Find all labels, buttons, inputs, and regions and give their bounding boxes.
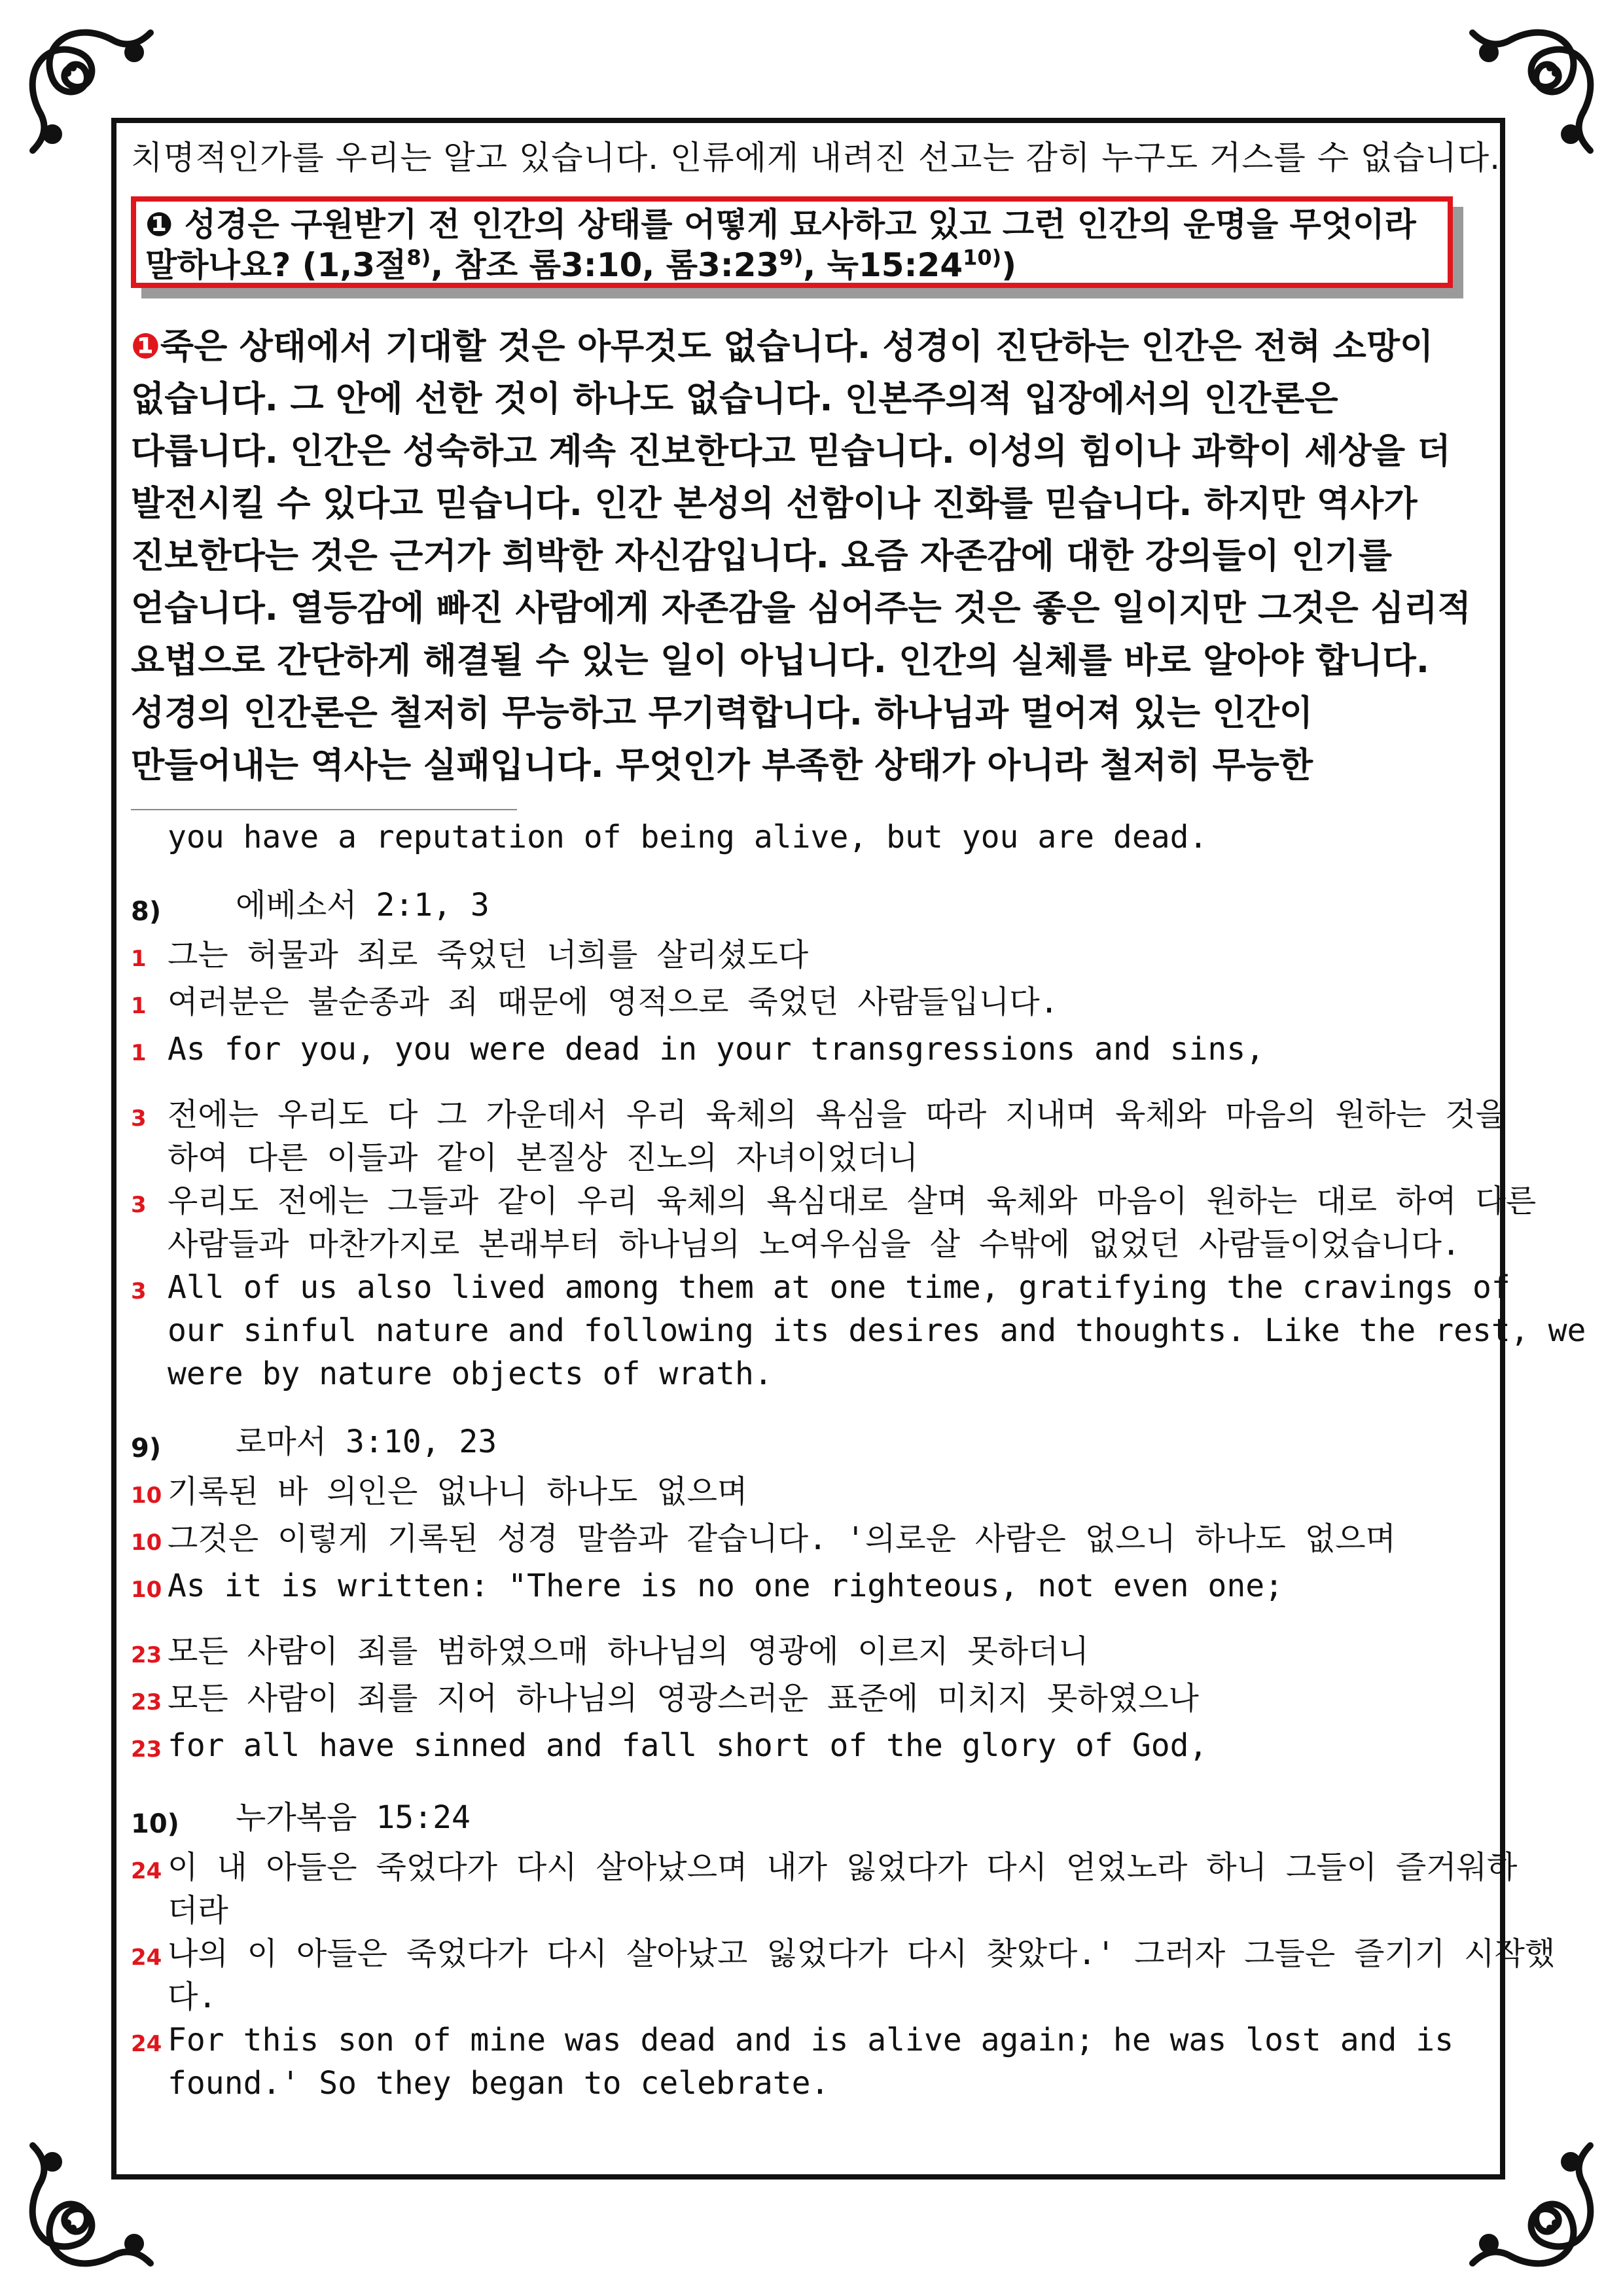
verse-line — [131, 1179, 1537, 1266]
answer-line: 진보한다는 것은 근거가 희박한 자신감입니다. 요즘 자존감에 대한 강의들이 인기를 — [131, 536, 1392, 576]
answer-line: ❶죽은 상태에서 기대할 것은 아무것도 없습니다. 성경이 진단하는 인간은 전혀 소망이 — [131, 327, 1434, 367]
verse-line — [131, 1564, 1499, 1611]
question-box — [131, 196, 1466, 295]
verse-text: As for you, you were dead in your transgressions and sins, — [168, 1031, 1265, 1067]
ornament-corner-icon — [1440, 2113, 1610, 2283]
verse-number: 1 — [131, 1040, 147, 1066]
verse-number: 3 — [131, 1278, 147, 1304]
answer-line: 요법으로 간단하게 해결될 수 있는 일이 아닙니다. 인간의 실체를 바로 알아야 합니다. — [131, 641, 1429, 681]
answer-line: 다릅니다. 인간은 성숙하고 계속 진보한다고 믿습니다. 이성의 힘이나 과학이 세상을 더 — [131, 431, 1451, 471]
verse-number: 10 — [131, 1577, 162, 1603]
footnote-number: 9) — [131, 1433, 162, 1463]
footnote-header — [131, 1796, 1499, 1846]
answer-text — [131, 321, 1499, 792]
verse-number: 3 — [131, 1105, 147, 1132]
footnote-reference: 에베소서 2:1, 3 — [236, 887, 490, 924]
verse-line — [131, 1932, 1556, 2018]
footnote-number: 8) — [131, 897, 162, 927]
verse-line — [131, 1517, 1499, 1564]
verse-line — [131, 1677, 1499, 1724]
verse-number: 10 — [131, 1530, 162, 1556]
verse-text: 그것은 이렇게 기록된 성경 말씀과 같습니다. '의로운 사람은 없으니 하나도 없으며 — [168, 1520, 1396, 1557]
verse-text: 모든 사람이 죄를 지어 하나님의 영광스러운 표준에 미치지 못하였으나 — [168, 1680, 1199, 1717]
verse-number: 1 — [131, 993, 147, 1019]
verse-number: 23 — [131, 1689, 162, 1715]
answer-line: 만들어내는 역사는 실패입니다. 무엇인가 부족한 상태가 아니라 철저히 무능한 — [131, 745, 1313, 785]
verse-text: 전에는 우리도 다 그 가운데서 우리 육체의 욕심을 따라 지내며 육체와 마음의 원하는 것을 하여 다른 이들과 같이 본질상 진노의 자녀이었더니 — [168, 1096, 1506, 1176]
footnote-ref-8[interactable]: 8) — [406, 245, 431, 270]
verse-group-gap — [131, 1611, 1499, 1630]
verse-text: 나의 이 아들은 죽었다가 다시 살아났고 잃었다가 다시 찾았다.' 그러자 그들은 즐기기 시작했 다. — [168, 1935, 1556, 2015]
footnotes — [131, 816, 1586, 2105]
answer-line: 얻습니다. 열등감에 빠진 사람에게 자존감을 심어주는 것은 좋은 일이지만 그것은 심리적 — [131, 588, 1471, 628]
page-content — [131, 137, 1586, 2105]
footnote-header — [131, 884, 1499, 933]
ornament-corner-icon — [13, 2113, 183, 2283]
footnote-reference: 누가복음 15:24 — [236, 1799, 471, 1836]
question-line-1: ❶ 성경은 구원받기 전 인간의 상태를 어떻게 묘사하고 있고 그런 인간의 운명을 무엇이라 — [145, 206, 1416, 243]
verse-text: 여러분은 불순종과 죄 때문에 영적으로 죽었던 사람들입니다. — [168, 984, 1059, 1020]
question-bullet: ❶ — [145, 206, 173, 243]
verse-text: For this son of mine was dead and is alive again; he was lost and is found.' So they began to celebrate. — [168, 2022, 1454, 2102]
verse-number: 3 — [131, 1192, 147, 1218]
verse-line — [131, 1470, 1499, 1517]
question-line-2: 말하나요? (1,3절$^{8)}$, 참조 롬3:10, 롬3:23$^{9)}$, 눅15:24$^{10)}$) — [145, 245, 1017, 284]
verse-line — [131, 933, 1499, 980]
verse-line — [131, 980, 1499, 1028]
verse-text: As it is written: "There is no one righteous, not even one; — [168, 1568, 1284, 1604]
verse-group-gap — [131, 1075, 1499, 1093]
footnote-number: 10) — [131, 1809, 179, 1839]
verse-number: 23 — [131, 1736, 162, 1763]
verse-number: 10 — [131, 1482, 162, 1509]
footnote-divider — [131, 809, 517, 810]
verse-text: 우리도 전에는 그들과 같이 우리 육체의 욕심대로 살며 육체와 마음이 원하는 대로 하여 다른 사람들과 마찬가지로 본래부터 하나님의 노여우심을 살 수밖에 없었던 사람들이었습니다. — [168, 1183, 1537, 1263]
footnote-header — [131, 1420, 1499, 1470]
verse-number: 23 — [131, 1642, 162, 1668]
verse-text: 기록된 바 의인은 없나니 하나도 없으며 — [168, 1473, 748, 1510]
verse-number: 24 — [131, 2031, 162, 2057]
answer-bullet: ❶ — [131, 327, 160, 367]
verse-text: 모든 사람이 죄를 범하였으매 하나님의 영광에 이르지 못하더니 — [168, 1633, 1089, 1670]
answer-line: 성경의 인간론은 철저히 무능하고 무기력합니다. 하나님과 멀어져 있는 인간이 — [131, 693, 1313, 733]
verse-number: 1 — [131, 946, 147, 972]
verse-line — [131, 1028, 1499, 1075]
footnote-carryover: you have a reputation of being alive, but you are dead. — [168, 819, 1208, 855]
answer-line: 발전시킬 수 있다고 믿습니다. 인간 본성의 선함이나 진화를 믿습니다. 하지만 역사가 — [131, 484, 1418, 524]
intro-text: 치명적인가를 우리는 알고 있습니다. 인류에게 내려진 선고는 감히 누구도 거스를 수 없습니다. — [131, 139, 1501, 177]
verse-line — [131, 1846, 1518, 1932]
verse-line — [131, 2018, 1499, 2105]
verse-text: 이 내 아들은 죽었다가 다시 살아났으며 내가 잃었다가 다시 얻었노라 하니 그들이 즐거워하 더라 — [168, 1849, 1518, 1929]
footnote-ref-9[interactable]: 9) — [779, 245, 804, 270]
verse-text: 그는 허물과 죄로 죽었던 너희를 살리셨도다 — [168, 937, 809, 973]
question-text — [131, 196, 1453, 288]
answer-line: 없습니다. 그 안에 선한 것이 하나도 없습니다. 인본주의적 입장에서의 인간론은 — [131, 379, 1338, 419]
verse-line — [131, 1724, 1499, 1771]
verse-line — [131, 1630, 1499, 1677]
verse-line — [131, 1093, 1506, 1179]
verse-number: 24 — [131, 1858, 162, 1884]
footnote-reference: 로마서 3:10, 23 — [236, 1424, 497, 1460]
footnote-ref-10[interactable]: 10) — [963, 245, 1002, 270]
verse-text: for all have sinned and fall short of the glory of God, — [168, 1727, 1208, 1764]
verse-number: 24 — [131, 1945, 162, 1971]
verse-line — [131, 1266, 1586, 1395]
verse-text: All of us also lived among them at one time, gratifying the cravings of our sinful nature and following its desires and thoughts. Like the rest, we were by nature objects of wrath. — [168, 1269, 1586, 1392]
